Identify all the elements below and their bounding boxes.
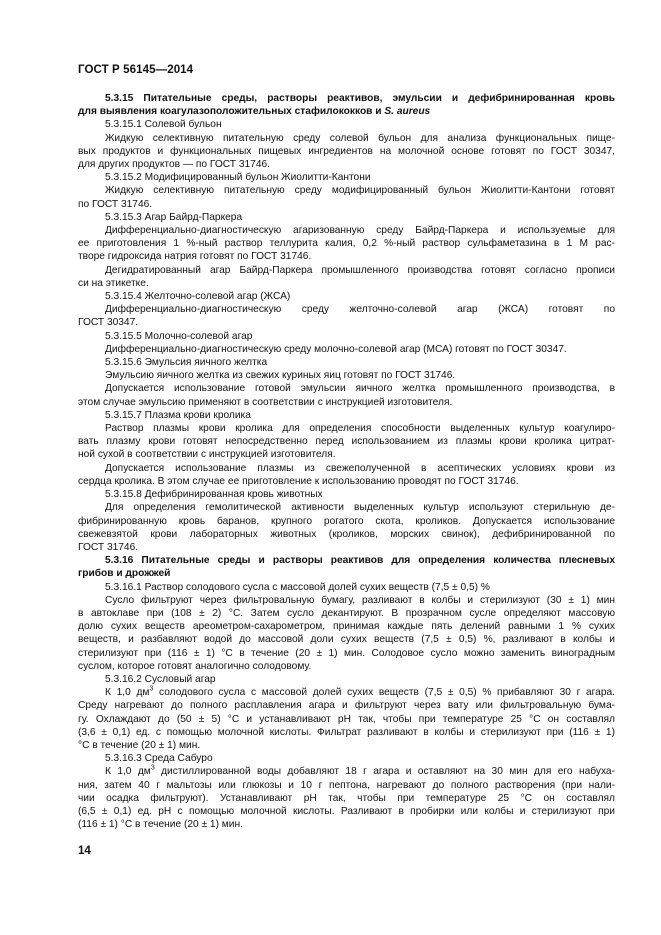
paragraph-line: Среду нагревают до полного расплавления агара и фильтруют через вату или фильтровальную бума-: [78, 700, 615, 712]
paragraph-line: ния, затем 40 г мальтозы или глюкозы и 10 г пептона, нагревают до полного растворения (при нали-: [78, 779, 615, 791]
document-body: [78, 92, 615, 831]
paragraph-line: гу. Охлаждают до (50 ± 5) °С и устанавливают рН так, чтобы при температуре 25 °С он составлял: [78, 713, 615, 725]
paragraph-line: веществ, и разбавляют водой до массовой доли сухих веществ (7,5 ± 0,5) %, разливают в колбы и: [78, 634, 615, 646]
page-number: 14: [78, 845, 91, 857]
paragraph-line: долю сухих веществ ареометром-сахарометром, принимая каждые пять делений равными 1 % сухих: [78, 621, 615, 633]
paragraph-line: в автоклаве при (108 ± 2) °С. Затем сусло декантируют. В прозрачном сусле определяют массовую: [78, 607, 615, 619]
paragraph-line: по ГОСТ 31746.: [78, 198, 153, 210]
paragraph-line: ной сухой в соответствии с инструкцией изготовителя.: [78, 449, 336, 461]
species-name: S. aureus: [384, 106, 431, 118]
paragraph-line: стерилизуют при (116 ± 1) °С в течение (20 ± 1) мин. Солодовое сусло можно заменить виноградным: [78, 647, 615, 659]
subsection-heading: 5.3.15.5 Молочно-солевой агар: [105, 330, 253, 342]
paragraph-line: (6,5 ± 0,1) ед. рН с помощью молочной кислоты. Разливают в пробирки или колбы и стерилизуют при: [78, 805, 615, 817]
paragraph-line: вать плазму крови готовят непосредственно перед использованием из плазмы крови кролика цитрат-: [78, 436, 615, 448]
paragraph-line: (116 ± 1) °С в течение (20 ± 1) мин.: [78, 819, 243, 831]
paragraph-line: Дегидратированный агар Байрд-Паркера промышленного производства готовят согласно прописи: [105, 264, 615, 276]
paragraph-line: °С в течение (20 ± 1) мин.: [78, 739, 201, 751]
paragraph-line: Дифференциально-диагностическую агаризованную среду Байрд-Паркера и используемые для: [105, 225, 615, 237]
paragraph-line: ГОСТ 30347.: [78, 317, 139, 329]
paragraph-line: чии осадка фильтруют). Устанавливают рН так, чтобы при температуре 25 °С он составлял: [78, 792, 615, 804]
paragraph-line: фибринированную кровь баранов, крупного рогатого скота, кроликов. Допускается использование: [78, 515, 615, 527]
paragraph-line: свежевзятой крови лабораторных животных (кроликов, морских свинок), дефибринированной по: [78, 528, 615, 540]
paragraph-line: (3,6 ± 0,1) ед. с помощью молочной кислоты. Фильтрат разливают в колбы и стерилизуют при (116 ± 1): [78, 726, 615, 738]
subsection-heading: 5.3.15.3 Агар Байрд-Паркера: [105, 211, 243, 223]
subsection-heading: 5.3.15.6 Эмульсия яичного желтка: [105, 357, 268, 369]
subsection-heading: 5.3.16.1 Раствор солодового сусла с массовой долей сухих веществ (7,5 ± 0,5) %: [105, 581, 490, 593]
subsection-heading: 5.3.15.2 Модифицированный бульон Жиолитти-Кантони: [105, 172, 371, 184]
paragraph-line: Раствор плазмы крови кролика для определения способности выделенных культур коагулиро-: [105, 423, 615, 435]
paragraph-line: Допускается использование готовой эмульсии яичного желтка промышленного производства, в: [105, 383, 615, 395]
paragraph-line: Жидкую селективную питательную среду модифицированный бульон Жиолитти-Кантони готовят: [105, 185, 615, 197]
subsection-heading: 5.3.15.4 Желточно-солевой агар (ЖСА): [105, 291, 291, 303]
paragraph-line: Жидкую селективную питательную среду солевой бульон для анализа функциональных пище-: [105, 132, 615, 144]
paragraph-line: суслом, которое готовят аналогично солодовому.: [78, 660, 312, 672]
section-title-5-3-16: 5.3.16 Питательные среды и растворы реактивов для определения количества плесневых: [105, 555, 615, 567]
paragraph-line: Эмульсию яичного желтка из свежих куриных яиц готовят по ГОСТ 31746.: [105, 370, 456, 382]
paragraph-line: си на этикетке.: [78, 277, 149, 289]
paragraph-line: Дифференциально-диагностическую среду молочно-солевой агар (МСА) готовят по ГОСТ 30347.: [105, 343, 567, 355]
paragraph-line: Допускается использование плазмы из свежеполученной в асептических условиях крови из: [105, 462, 615, 474]
section-title-5-3-16-cont: грибов и дрожжей: [78, 568, 171, 580]
paragraph-line: для других продуктов — по ГОСТ 31746.: [78, 159, 270, 171]
subsection-heading: 5.3.16.2 Сусловый агар: [105, 673, 216, 685]
paragraph-line: вых продуктов и функциональных пищевых ингредиентов на молочной основе готовят по ГОСТ 30347,: [78, 145, 615, 157]
section-title-5-3-15: 5.3.15 Питательные среды, растворы реактивов, эмульсии и дефибринированная кровь: [105, 93, 615, 104]
paragraph-line: творе гидроксида натрия готовят по ГОСТ 31746.: [78, 251, 312, 263]
subsection-heading: 5.3.15.1 Солевой бульон: [105, 119, 222, 131]
section-title-5-3-15-cont: для выявления коагулазоположительных стафилококков и S. aureus: [78, 106, 431, 118]
paragraph-line: К 1,0 $дм^3$ дистиллированной воды добавляют 18 г агара и оставляют на 30 мин для его набуха-: [105, 764, 615, 778]
paragraph-line: Дифференциально-диагностическую среду желточно-солевой агар (ЖСА) готовят по: [105, 304, 615, 316]
paragraph-line: Для определения гемолитической активности выделенных культур используют стерильную де-: [105, 502, 615, 514]
subsection-heading: 5.3.15.8 Дефибринированная кровь животных: [105, 489, 323, 501]
subsection-heading: 5.3.15.7 Плазма крови кролика: [105, 409, 251, 421]
paragraph-line: ее приготовления 1 %-ный раствор теллурита калия, 0,2 %-ный раствор сульфаметазина в 1 М рас-: [78, 238, 615, 250]
paragraph-line: Сусло фильтруют через фильтровальную бумагу, разливают в колбы и стерилизуют (30 ± 1) мин: [105, 594, 615, 606]
paragraph-line: К 1,0 $дм^3$ солодового сусла с массовой долей сухих веществ (7,5 ± 0,5) % прибавляют 30 г агара.: [105, 685, 615, 699]
paragraph-line: сердца кролика. В этом случае ее приготовление к использованию проводят по ГОСТ 31746.: [78, 475, 519, 487]
document-header: ГОСТ Р 56145—2014: [78, 64, 194, 76]
paragraph-line: этом случае эмульсию применяют в соответствии с инструкцией изготовителя.: [78, 396, 453, 408]
subsection-heading: 5.3.16.3 Среда Сабуро: [105, 753, 213, 765]
paragraph-line: ГОСТ 31746.: [78, 541, 139, 553]
